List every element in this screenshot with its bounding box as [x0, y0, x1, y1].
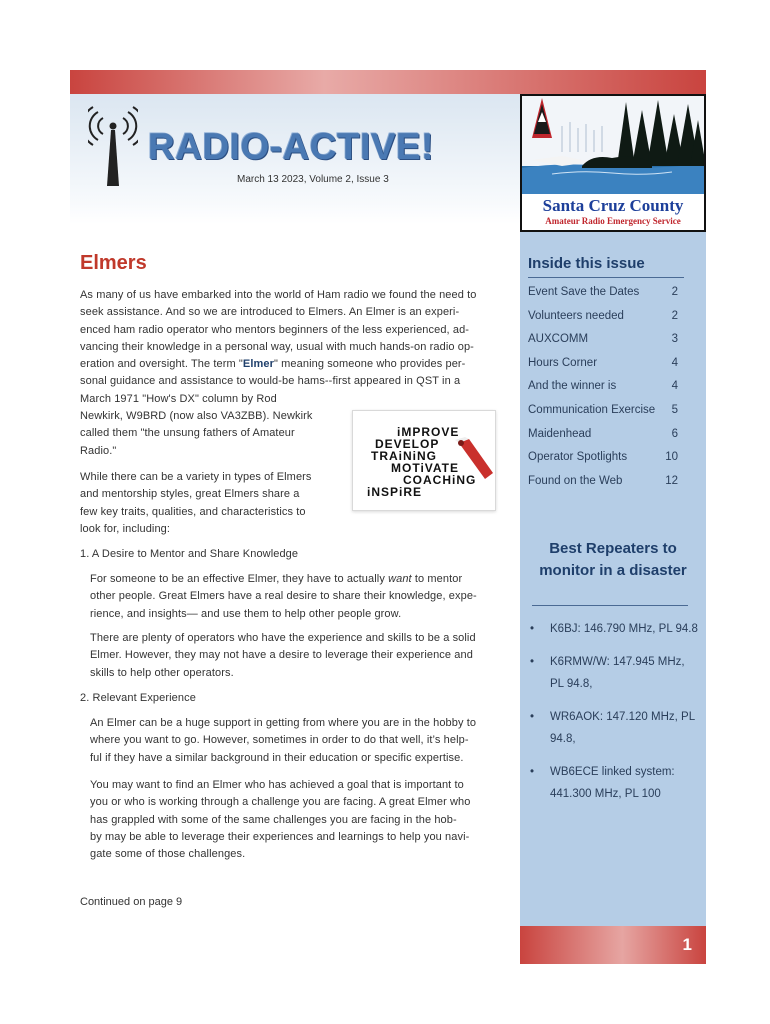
text-line: called them "the unsung fathers of Amateur	[80, 427, 295, 440]
text-line: sonal guidance and assistance to would-be hams--first appeared in QST in a	[80, 375, 461, 388]
masthead-title: RADIO-ACTIVE!	[148, 126, 435, 167]
repeaters-divider	[532, 605, 688, 606]
word-develop: DEVELOP	[375, 437, 440, 451]
text-line: An Elmer can be a huge support in getting from where you are in the hobby to	[90, 717, 477, 729]
toc-label: Volunteers needed	[528, 309, 624, 322]
toc-label: AUXCOMM	[528, 333, 589, 346]
text-line: Elmer. However, they may not have a desire to leverage their experience and	[90, 649, 473, 662]
toc-item	[528, 333, 678, 357]
page-number: 1	[682, 935, 692, 954]
issue-line: March 13 2023, Volume 2, Issue 3	[237, 174, 389, 185]
text-line: look for, including:	[80, 522, 171, 535]
logo-subtitle: Amateur Radio Emergency Service	[545, 216, 681, 226]
bottom-banner	[520, 926, 706, 964]
repeaters-title: Best Repeaters to monitor in a disaster	[539, 540, 687, 579]
toc-label: Operator Spotlights	[528, 451, 628, 464]
toc-label: Found on the Web	[528, 474, 623, 487]
toc-page: 12	[665, 474, 678, 487]
toc-item	[528, 404, 678, 428]
toc-item	[528, 286, 678, 310]
text-line: rience, and insights— and use them to help other people grow.	[90, 607, 402, 620]
repeater-item: • WB6ECE linked system: 441.300 MHz, PL 100	[528, 761, 698, 805]
text-line: other people. Great Elmers have a real desire to share their knowledge, expe-	[90, 590, 477, 603]
text-line: where you want to go. However, sometimes in order to do that well, it’s help-	[90, 734, 469, 747]
repeaters-list	[528, 618, 698, 816]
text-line: March 1971 "How's DX" column by Rod	[80, 392, 277, 405]
red-marker-icon	[455, 437, 495, 481]
top-banner	[70, 70, 706, 94]
coastal-tree-scene	[522, 96, 704, 194]
text-line: You may want to find an Elmer who has achieved a goal that is important to	[90, 779, 464, 791]
toc-page: 4	[671, 380, 678, 393]
ares-logo	[520, 94, 706, 232]
toc-item	[528, 428, 678, 452]
toc-label: Communication Exercise	[528, 403, 656, 416]
text-line: enced ham radio operator who mentors beginners of the less experienced, ad-	[80, 323, 470, 336]
text-line: by may be able to leverage their experiences and learnings to help you navi-	[90, 830, 470, 843]
toc-label: Maidenhead	[528, 427, 592, 440]
text-line: vancing their knowledge in a personal way, usual with much hands-on radio op-	[80, 340, 474, 353]
toc-page: 2	[671, 309, 678, 322]
text-line: Radio."	[80, 444, 117, 457]
toc-item	[528, 380, 678, 404]
text-line: skills to help other operators.	[90, 666, 234, 679]
point-1-heading: 1. A Desire to Mentor and Share Knowledge	[80, 548, 299, 560]
text-line: few key traits, qualities, and characteristics to	[80, 505, 306, 518]
radio-tower-icon	[88, 104, 138, 188]
word-motivate: MOTiVATE	[391, 461, 459, 475]
text-fragment: For someone to be an effective Elmer, they have to actually	[90, 573, 389, 585]
toc-page: 2	[671, 286, 678, 298]
word-training: TRAiNiNG	[371, 449, 437, 463]
toc-label: And the winner is	[528, 380, 617, 393]
point-1-paragraph-2	[90, 630, 490, 682]
toc-page: 4	[671, 356, 678, 369]
article-title: Elmers	[80, 252, 147, 274]
toc-item	[528, 451, 678, 475]
logo-county-name: Santa Cruz County	[542, 196, 684, 215]
point-2-paragraph-1	[90, 715, 490, 767]
text-fragment: eration and oversight. The term "	[80, 358, 243, 371]
text-line: There are plenty of operators who have the experience and skills to be a solid	[90, 632, 476, 644]
continued-link[interactable]: Continued on page 9	[80, 896, 183, 908]
toc-item	[528, 357, 678, 381]
text-line: has grappled with some of the same challenges you are facing in the hob-	[90, 813, 457, 826]
word-improve: iMPROVE	[397, 425, 460, 439]
toc-page: 3	[671, 333, 678, 346]
text-line: As many of us have embarked into the world of Ham radio we found the need to	[80, 289, 477, 301]
toc-page: 5	[671, 403, 678, 416]
text-line: While there can be a variety in types of Elmers	[80, 471, 312, 483]
mentoring-word-graphic	[352, 410, 496, 511]
text-line: you or who is working through a challenge you are facing. A great Elmer who	[90, 796, 471, 809]
toc-item	[528, 310, 678, 334]
term-elmer: Elmer	[242, 358, 274, 371]
point-2-paragraph-2	[90, 777, 490, 863]
text-line: Newkirk, W9BRD (now also VA3ZBB). Newkirk	[80, 410, 313, 423]
inside-divider	[528, 277, 684, 278]
table-of-contents	[528, 286, 678, 498]
repeater-item: • K6RMW/W: 147.945 MHz, PL 94.8,	[528, 651, 698, 695]
text-line: seek assistance. And so we are introduced to Elmers. An Elmer is an experi-	[80, 306, 460, 319]
emphasis-want: want	[388, 573, 412, 585]
traits-paragraph	[80, 469, 340, 538]
toc-label: Event Save the Dates	[528, 286, 640, 298]
text-line: gate some of those challenges.	[90, 848, 246, 861]
word-inspire: iNSPiRE	[367, 485, 423, 499]
word-coaching: COACHiNG	[403, 473, 477, 487]
inside-this-issue-title: Inside this issue	[528, 255, 645, 272]
toc-page: 10	[665, 451, 678, 464]
toc-item	[528, 475, 678, 499]
point-1-paragraph-1	[90, 571, 490, 623]
toc-page: 6	[671, 427, 678, 440]
repeater-item: • K6BJ: 146.790 MHz, PL 94.8	[528, 618, 698, 640]
text-fragment: " meaning someone who provides per-	[274, 358, 466, 371]
text-line: ful if they have a similar background in their education or specific expertise.	[90, 751, 464, 764]
text-fragment: to mentor	[411, 573, 463, 585]
repeater-item: • WR6AOK: 147.120 MHz, PL 94.8,	[528, 706, 698, 750]
text-line	[90, 571, 490, 588]
point-2-heading: 2. Relevant Experience	[80, 692, 196, 704]
toc-label: Hours Corner	[528, 356, 598, 369]
text-line: and mentorship styles, great Elmers share a	[80, 488, 300, 501]
text-line	[80, 356, 492, 373]
